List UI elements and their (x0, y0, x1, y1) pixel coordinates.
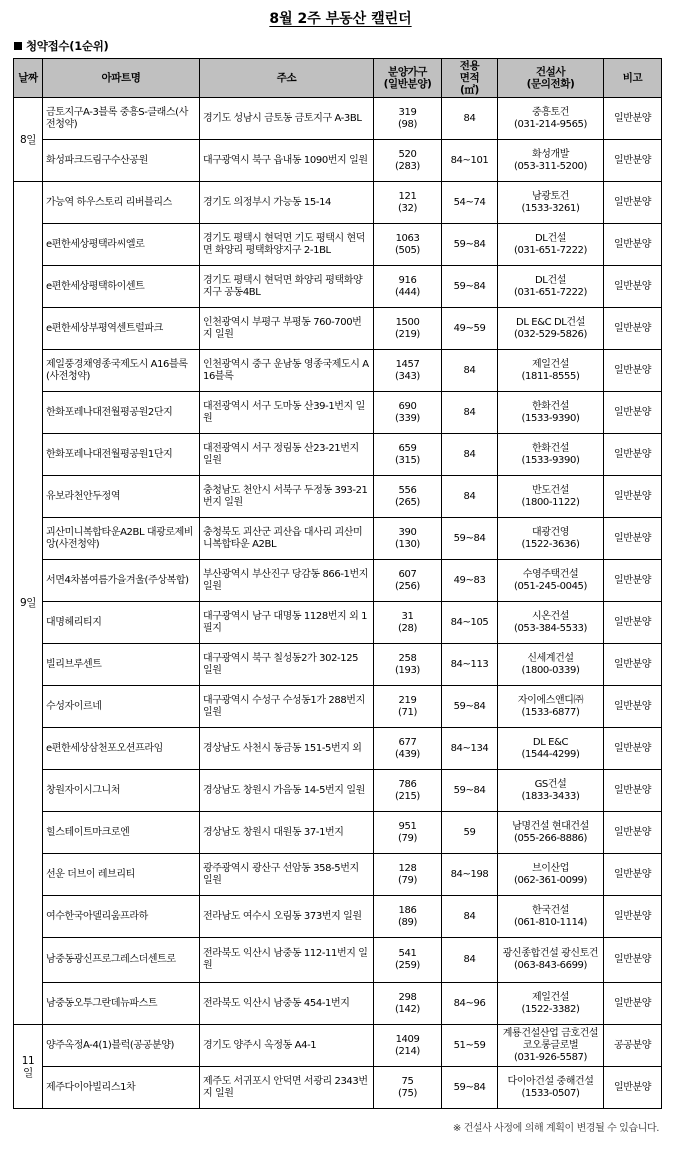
area-cell: 59~84 (442, 518, 498, 560)
apartment-name-cell: 수성자이르네 (43, 686, 200, 728)
units-cell: 677 (439) (374, 728, 442, 770)
apartment-name-cell: e편한세상평택하이센트 (43, 266, 200, 308)
builder-cell: 제일건설 (1811-8555) (498, 350, 604, 392)
units-cell: 520 (283) (374, 140, 442, 182)
units-cell: 1409 (214) (374, 1025, 442, 1067)
apartment-name-cell: 빌리브루센트 (43, 644, 200, 686)
area-cell: 84 (442, 896, 498, 938)
table-row (14, 812, 662, 854)
builder-cell: 한화건설 (1533-9390) (498, 392, 604, 434)
units-cell: 951 (79) (374, 812, 442, 854)
note-cell: 일반분양 (604, 770, 662, 812)
note-cell: 일반분양 (604, 812, 662, 854)
apartment-name-cell: e편한세상평택라씨엘로 (43, 224, 200, 266)
section-heading (14, 38, 108, 54)
address-cell: 경상남도 창원시 가음동 14-5번지 일원 (200, 770, 374, 812)
area-cell: 84~101 (442, 140, 498, 182)
note-cell: 일반분양 (604, 350, 662, 392)
area-cell: 49~59 (442, 308, 498, 350)
address-cell: 인천광역시 중구 운남동 영종국제도시 A16블록 (200, 350, 374, 392)
note-cell: 일반분양 (604, 224, 662, 266)
note-cell: 일반분양 (604, 728, 662, 770)
area-cell: 59~84 (442, 224, 498, 266)
apartment-name-cell: 제일풍경채영종국제도시 A16블록(사전청약) (43, 350, 200, 392)
table-row (14, 560, 662, 602)
note-cell: 일반분양 (604, 602, 662, 644)
apartment-name-cell: 한화포레나대전월평공원1단지 (43, 434, 200, 476)
builder-cell: 남광토건 (1533-3261) (498, 182, 604, 224)
area-cell: 59~84 (442, 266, 498, 308)
area-cell: 84~96 (442, 983, 498, 1025)
address-cell: 충청남도 천안시 서북구 두정동 393-21번지 일원 (200, 476, 374, 518)
units-cell: 1457 (343) (374, 350, 442, 392)
units-cell: 659 (315) (374, 434, 442, 476)
table-row (14, 518, 662, 560)
apartment-name-cell: 선운 더브이 레브리티 (43, 854, 200, 896)
units-cell: 258 (193) (374, 644, 442, 686)
builder-cell: 제일건설 (1522-3382) (498, 983, 604, 1025)
apartment-name-cell: 유보라천안두정역 (43, 476, 200, 518)
square-bullet-icon (14, 42, 22, 50)
builder-cell: DL건설 (031-651-7222) (498, 266, 604, 308)
table-row (14, 686, 662, 728)
table-row (14, 224, 662, 266)
units-cell: 1500 (219) (374, 308, 442, 350)
note-cell: 일반분양 (604, 518, 662, 560)
area-cell: 51~59 (442, 1025, 498, 1067)
area-cell: 54~74 (442, 182, 498, 224)
apartment-name-cell: 서면4차봄여름가을겨울(주상복합) (43, 560, 200, 602)
address-cell: 경기도 평택시 현덕면 화양리 평택화양지구 공동4BL (200, 266, 374, 308)
builder-cell: 대광건영 (1522-3636) (498, 518, 604, 560)
table-row (14, 854, 662, 896)
apartment-name-cell: 대명헤리티지 (43, 602, 200, 644)
header-note: 비고 (604, 59, 662, 98)
builder-cell: 신세계건설 (1800-0339) (498, 644, 604, 686)
header-date: 날짜 (14, 59, 43, 98)
note-cell: 일반분양 (604, 476, 662, 518)
table-row (14, 392, 662, 434)
builder-cell: 자이에스앤디㈜ (1533-6877) (498, 686, 604, 728)
builder-cell: 다이아건설 중해건설 (1533-0507) (498, 1067, 604, 1109)
units-cell: 786 (215) (374, 770, 442, 812)
units-cell: 607 (256) (374, 560, 442, 602)
header-address: 주소 (200, 59, 374, 98)
note-cell: 일반분양 (604, 938, 662, 983)
area-cell: 84~198 (442, 854, 498, 896)
note-cell: 일반분양 (604, 392, 662, 434)
builder-cell: 한국건설 (061-810-1114) (498, 896, 604, 938)
builder-cell: 중흥토건 (031-214-9565) (498, 98, 604, 140)
header-row (14, 59, 662, 98)
apartment-name-cell: e편한세상부평역센트럴파크 (43, 308, 200, 350)
header-units: 분양가구 (일반분양) (374, 59, 442, 98)
address-cell: 인천광역시 부평구 부평동 760-700번지 일원 (200, 308, 374, 350)
date-cell: 9일 (14, 182, 43, 1025)
table-row (14, 1025, 662, 1067)
address-cell: 경기도 평택시 현덕면 기도 평택시 현덕면 화양리 평택화양지구 2-1BL (200, 224, 374, 266)
area-cell: 59~84 (442, 686, 498, 728)
area-cell: 59 (442, 812, 498, 854)
area-cell: 84 (442, 392, 498, 434)
table-row (14, 896, 662, 938)
note-cell: 일반분양 (604, 983, 662, 1025)
table-row (14, 728, 662, 770)
address-cell: 제주도 서귀포시 안덕면 서광리 2343번지 일원 (200, 1067, 374, 1109)
units-cell: 541 (259) (374, 938, 442, 983)
units-cell: 556 (265) (374, 476, 442, 518)
table-row (14, 983, 662, 1025)
footer-note: ※ 건설사 사정에 의해 계획이 변경될 수 있습니다. (452, 1123, 659, 1134)
calendar-table (13, 58, 662, 1109)
address-cell: 대구광역시 수성구 수성동1가 288번지 일원 (200, 686, 374, 728)
header-builder: 건설사 (문의전화) (498, 59, 604, 98)
units-cell: 390 (130) (374, 518, 442, 560)
address-cell: 전라남도 여수시 오림동 373번지 일원 (200, 896, 374, 938)
note-cell: 공공분양 (604, 1025, 662, 1067)
area-cell: 84 (442, 350, 498, 392)
table-row (14, 602, 662, 644)
apartment-name-cell: 화성파크드림구수산공원 (43, 140, 200, 182)
address-cell: 전라북도 익산시 남중동 454-1번지 (200, 983, 374, 1025)
note-cell: 일반분양 (604, 686, 662, 728)
note-cell: 일반분양 (604, 560, 662, 602)
table-row (14, 434, 662, 476)
address-cell: 대구광역시 북구 칠성동2가 302-125 일원 (200, 644, 374, 686)
address-cell: 대전광역시 서구 정림동 산23-21번지 일원 (200, 434, 374, 476)
apartment-name-cell: 여수한국아델리움프라하 (43, 896, 200, 938)
area-cell: 84 (442, 476, 498, 518)
note-cell: 일반분양 (604, 182, 662, 224)
date-cell: 11일 (14, 1025, 43, 1109)
address-cell: 경기도 성남시 금토동 금토지구 A-3BL (200, 98, 374, 140)
note-cell: 일반분양 (604, 644, 662, 686)
address-cell: 대구광역시 남구 대명동 1128번지 외 1필지 (200, 602, 374, 644)
area-cell: 84~134 (442, 728, 498, 770)
page-title: 8월 2주 부동산 캘린더 (269, 11, 412, 27)
area-cell: 84 (442, 434, 498, 476)
builder-cell: 반도건설 (1800-1122) (498, 476, 604, 518)
address-cell: 전라북도 익산시 남중동 112-11번지 일원 (200, 938, 374, 983)
table-row (14, 266, 662, 308)
area-cell: 84 (442, 98, 498, 140)
note-cell: 일반분양 (604, 1067, 662, 1109)
units-cell: 219 (71) (374, 686, 442, 728)
note-cell: 일반분양 (604, 140, 662, 182)
area-cell: 59~84 (442, 1067, 498, 1109)
area-cell: 84~105 (442, 602, 498, 644)
units-cell: 298 (142) (374, 983, 442, 1025)
apartment-name-cell: 금토지구A-3블록 중흥S-클래스(사전청약) (43, 98, 200, 140)
builder-cell: 남명건설 현대건설 (055-266-8886) (498, 812, 604, 854)
address-cell: 부산광역시 부산진구 당감동 866-1번지 일원 (200, 560, 374, 602)
table-row (14, 938, 662, 983)
table-row (14, 1067, 662, 1109)
apartment-name-cell: 창원자이시그니처 (43, 770, 200, 812)
address-cell: 경기도 양주시 옥정동 A4-1 (200, 1025, 374, 1067)
units-cell: 121 (32) (374, 182, 442, 224)
units-cell: 31 (28) (374, 602, 442, 644)
table-row (14, 350, 662, 392)
builder-cell: 한화건설 (1533-9390) (498, 434, 604, 476)
apartment-name-cell: 괴산미니복합타운A2BL 대광로제비앙(사전청약) (43, 518, 200, 560)
address-cell: 대구광역시 북구 읍내동 1090번지 일원 (200, 140, 374, 182)
builder-cell: DL건설 (031-651-7222) (498, 224, 604, 266)
table-row (14, 182, 662, 224)
table-row (14, 476, 662, 518)
builder-cell: 수영주택건설 (051-245-0045) (498, 560, 604, 602)
apartment-name-cell: 양주옥정A-4(1)블럭(공공분양) (43, 1025, 200, 1067)
note-cell: 일반분양 (604, 854, 662, 896)
address-cell: 대전광역시 서구 도마동 산39-1번지 일원 (200, 392, 374, 434)
note-cell: 일반분양 (604, 308, 662, 350)
builder-cell: DL E&C DL건설 (032-529-5826) (498, 308, 604, 350)
address-cell: 경상남도 사천시 동금동 151-5번지 외 (200, 728, 374, 770)
address-cell: 충청북도 괴산군 괴산읍 대사리 괴산미니복합타운 A2BL (200, 518, 374, 560)
note-cell: 일반분양 (604, 266, 662, 308)
apartment-name-cell: 가능역 하우스토리 리버블리스 (43, 182, 200, 224)
address-cell: 경상남도 창원시 대원동 37-1번지 (200, 812, 374, 854)
area-cell: 49~83 (442, 560, 498, 602)
table-row (14, 644, 662, 686)
note-cell: 일반분양 (604, 434, 662, 476)
apartment-name-cell: 남중동광신프로그레스더센트로 (43, 938, 200, 983)
address-cell: 광주광역시 광산구 선암동 358-5번지 일원 (200, 854, 374, 896)
date-cell: 8일 (14, 98, 43, 182)
builder-cell: 화성개발 (053-311-5200) (498, 140, 604, 182)
area-cell: 84 (442, 938, 498, 983)
builder-cell: DL E&C (1544-4299) (498, 728, 604, 770)
builder-cell: 시온건설 (053-384-5533) (498, 602, 604, 644)
units-cell: 128 (79) (374, 854, 442, 896)
units-cell: 319 (98) (374, 98, 442, 140)
units-cell: 916 (444) (374, 266, 442, 308)
apartment-name-cell: 힐스테이트마크로엔 (43, 812, 200, 854)
units-cell: 75 (75) (374, 1067, 442, 1109)
builder-cell: GS건설 (1833-3433) (498, 770, 604, 812)
table-row (14, 308, 662, 350)
apartment-name-cell: 남중동오투그란데뉴파스트 (43, 983, 200, 1025)
header-apartment: 아파트명 (43, 59, 200, 98)
apartment-name-cell: 한화포레나대전월평공원2단지 (43, 392, 200, 434)
builder-cell: 광신종합건설 광신토건 (063-843-6699) (498, 938, 604, 983)
table-row (14, 98, 662, 140)
units-cell: 186 (89) (374, 896, 442, 938)
units-cell: 1063 (505) (374, 224, 442, 266)
note-cell: 일반분양 (604, 896, 662, 938)
area-cell: 84~113 (442, 644, 498, 686)
section-label: 청약접수(1순위) (26, 39, 109, 53)
header-area: 전용 면적 (㎡) (442, 59, 498, 98)
table-row (14, 140, 662, 182)
table-row (14, 770, 662, 812)
builder-cell: 계룡건설산업 금호건설 코오롱글로벌 (031-926-5587) (498, 1025, 604, 1067)
address-cell: 경기도 의정부시 가능동 15-14 (200, 182, 374, 224)
builder-cell: 브이산업 (062-361-0099) (498, 854, 604, 896)
apartment-name-cell: e편한세상삼천포오션프라임 (43, 728, 200, 770)
area-cell: 59~84 (442, 770, 498, 812)
note-cell: 일반분양 (604, 98, 662, 140)
units-cell: 690 (339) (374, 392, 442, 434)
apartment-name-cell: 제주다이아빌리스1차 (43, 1067, 200, 1109)
